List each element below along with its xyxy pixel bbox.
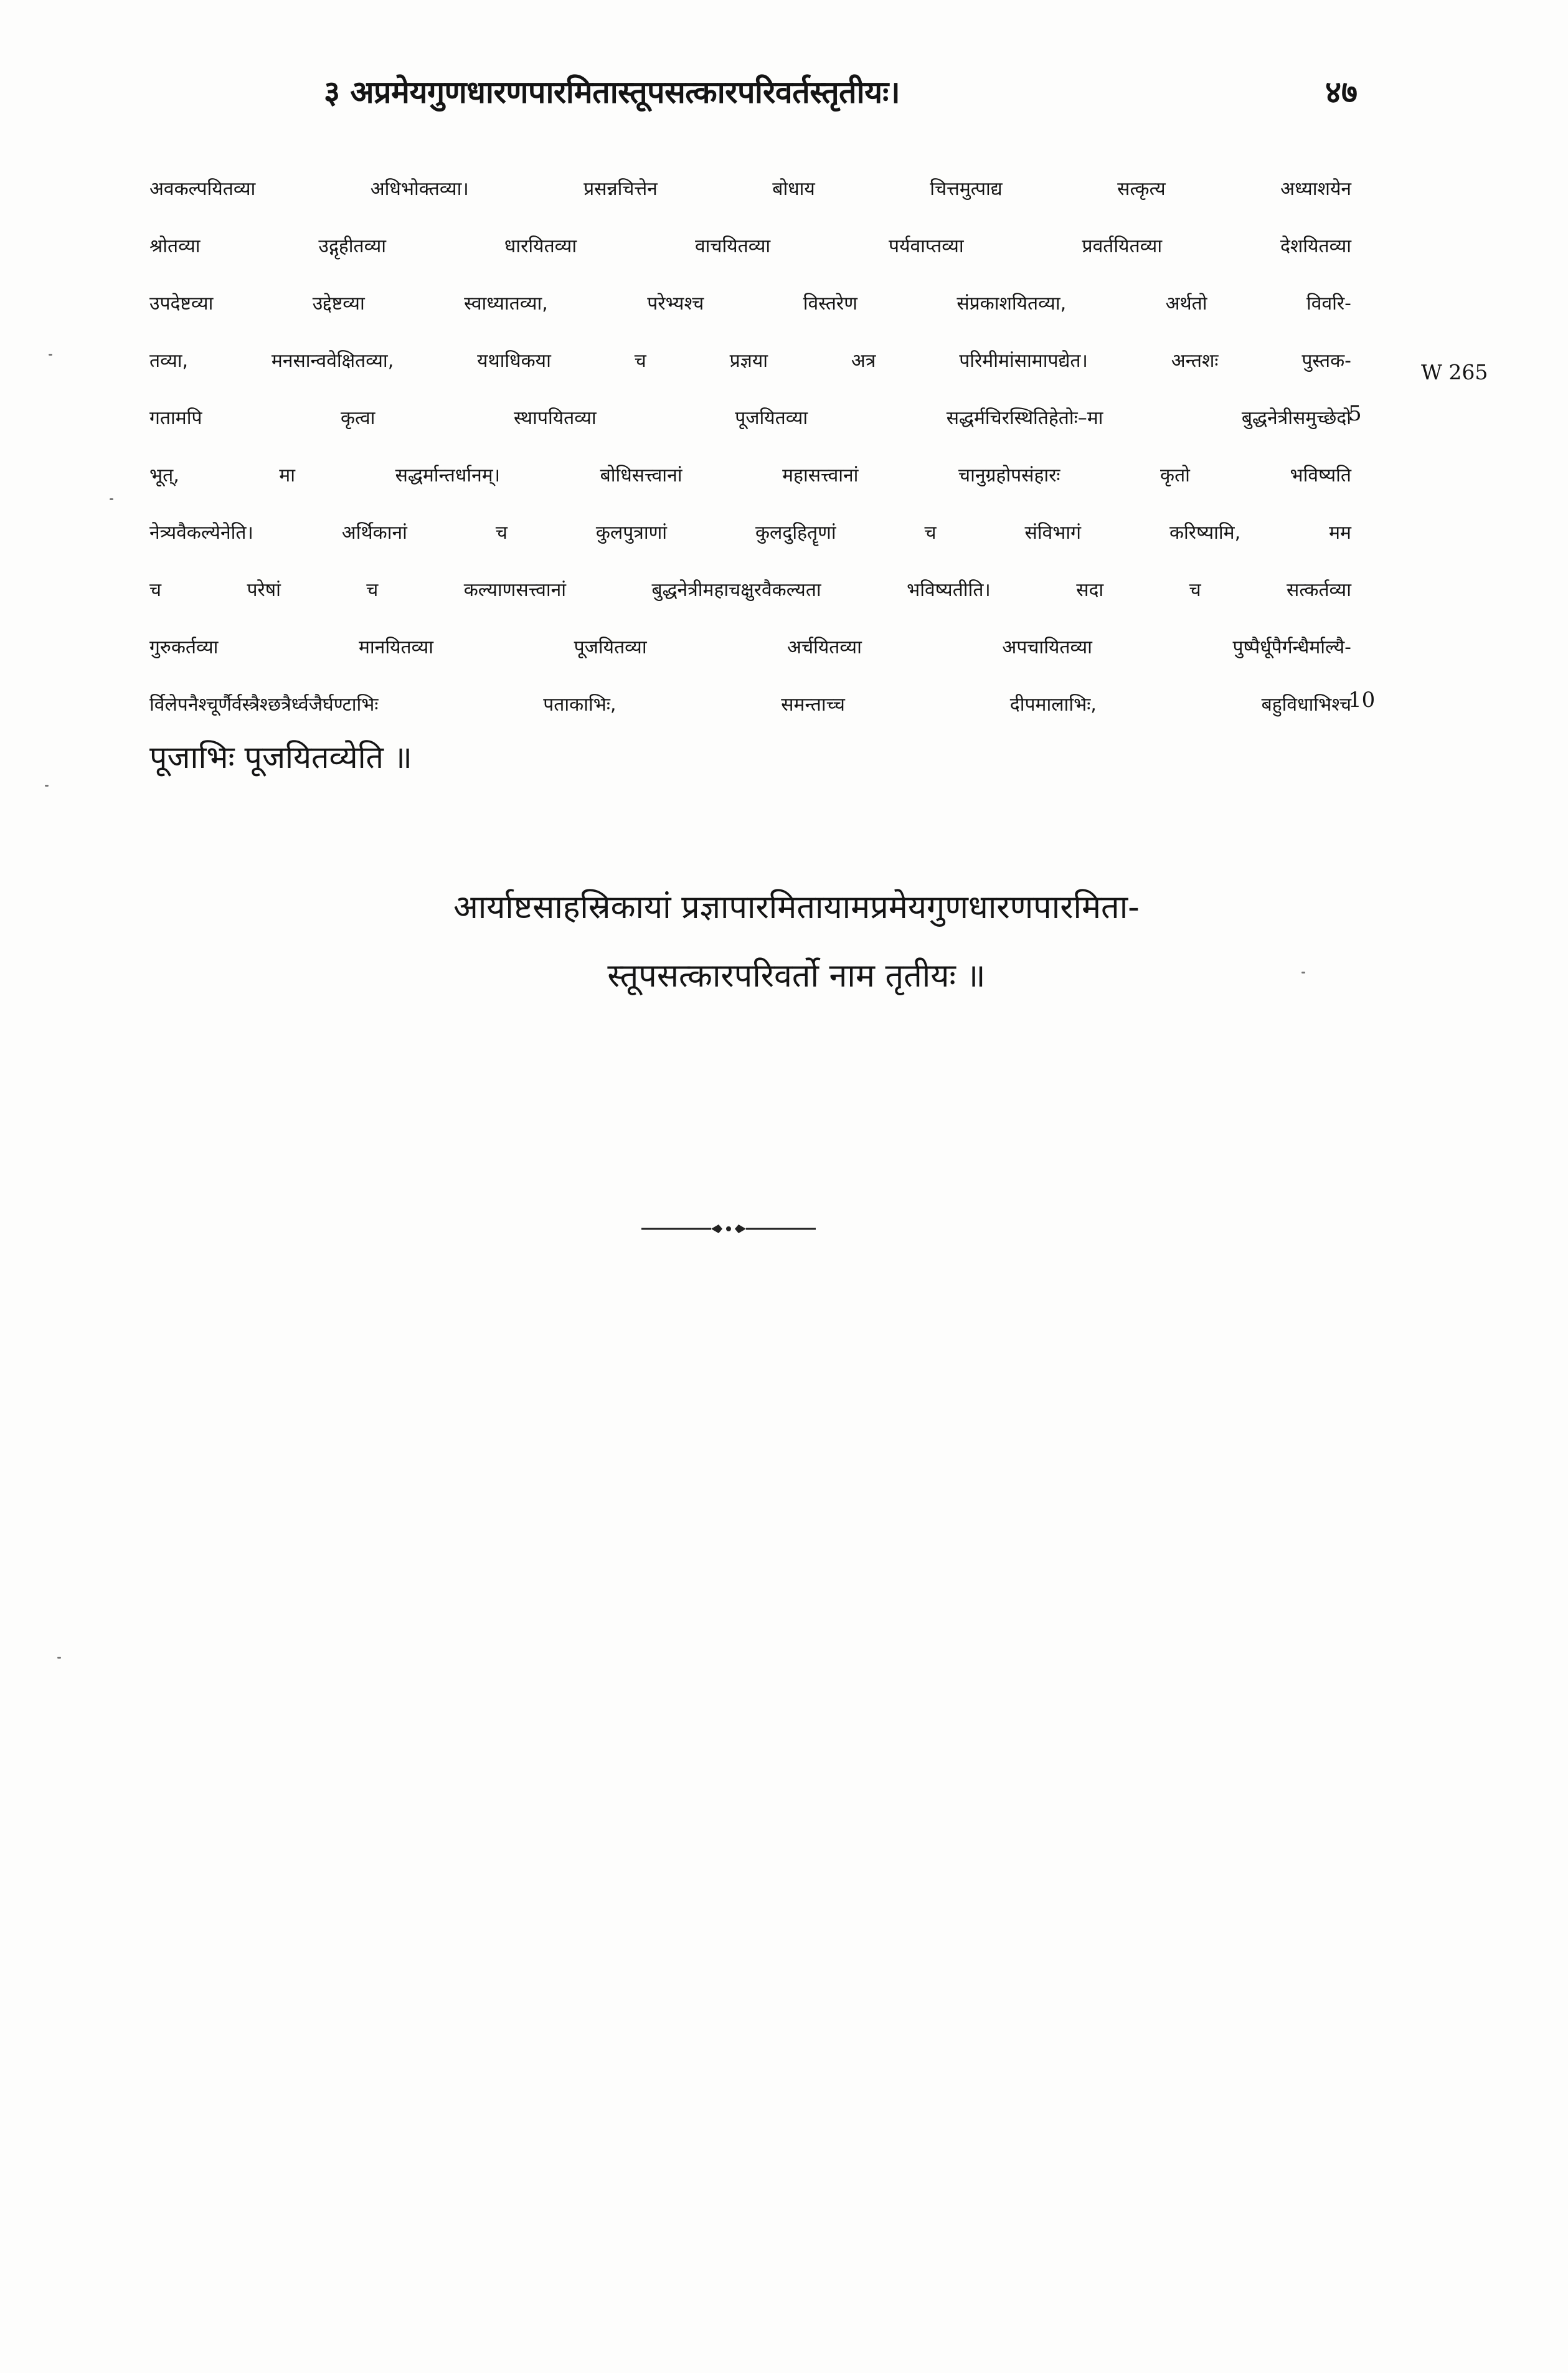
scan-speck: [1301, 972, 1305, 973]
scan-speck: [49, 354, 52, 356]
line-text: नेत्र्यवैकल्येनेति। अर्थिकानां च कुलपुत्राणां कुलदुहितॄणां च संविभागं करिष्यामि, मम: [149, 522, 1351, 544]
margin-reference: W 265: [1421, 360, 1488, 384]
text-line: [149, 213, 1351, 270]
body-text: [149, 156, 1376, 786]
line-text: गुरुकर्तव्या मानयितव्या पूजयितव्या अर्चयितव्या अपचायितव्या पुष्पैर्धूपैर्गन्धैर्माल्यै-: [149, 637, 1351, 658]
section-end-ornament: [641, 1220, 816, 1238]
scan-speck: [57, 1657, 61, 1659]
scan-speck: [110, 498, 113, 500]
line-text: पूजाभिः पूजयितव्येति ॥: [149, 739, 412, 775]
line-number: 5: [1348, 401, 1362, 426]
scan-speck: [45, 785, 49, 787]
line-number: 10: [1348, 688, 1376, 713]
text-line: [149, 557, 1351, 614]
page-header: [324, 70, 1358, 126]
colophon-line: स्तूपसत्कारपरिवर्तो नाम तृतीयः ॥: [607, 957, 986, 995]
line-text: भूत्, मा सद्धर्मान्तर्धानम्। बोधिसत्त्वानां महासत्त्वानां चानुग्रहोपसंहारः कृतो भविष्यति: [149, 465, 1351, 486]
text-line: [149, 500, 1351, 557]
text-line: [149, 270, 1351, 328]
text-line: [149, 729, 1351, 786]
line-text: गतामपि कृत्वा स्थापयितव्या पूजयितव्या सद्धर्मचिरस्थितिहेतोः–मा बुद्धनेत्रीसमुच्छेदो: [149, 407, 1351, 429]
line-text: च परेषां च कल्याणसत्त्वानां बुद्धनेत्रीमहाचक्षुरवैकल्यता भविष्यतीति। सदा च सत्कर्तव्या: [149, 579, 1351, 601]
text-line: [149, 385, 1362, 442]
line-text: र्विलेपनैश्चूर्णैर्वस्त्रैश्छत्रैर्ध्वजैर्घण्टाभिः पताकाभिः, समन्ताच्च दीपमालाभिः, बहुविधाभिश्च: [149, 694, 1351, 716]
line-text: तव्या, मनसान्ववेक्षितव्या, यथाधिकया च प्रज्ञया अत्र परिमीमांसामापद्येत। अन्तशः पुस्तक-: [149, 350, 1351, 372]
text-line: [149, 442, 1351, 500]
text-line: [149, 156, 1351, 213]
running-head: ३ अप्रमेयगुणधारणपारमितास्तूपसत्कारपरिवर्तस्तृतीयः।: [324, 74, 900, 110]
colophon-line: आर्याष्टसाहस्रिकायां प्रज्ञापारमितायामप्रमेयगुणधारणपारमिता-: [453, 889, 1140, 926]
line-text: अवकल्पयितव्या अधिभोक्तव्या। प्रसन्नचित्तेन बोधाय चित्तमुत्पाद्य सत्कृत्य अध्याशयेन: [149, 178, 1351, 200]
line-text: उपदेष्टव्या उद्देष्टव्या स्वाध्यातव्या, परेभ्यश्च विस्तरेण संप्रकाशयितव्या, अर्थतो विवरि-: [149, 293, 1351, 315]
text-line: [149, 328, 1351, 385]
text-line: [149, 614, 1351, 671]
text-line: [149, 671, 1376, 729]
page-number: ४७: [1325, 74, 1358, 110]
chapter-colophon: [0, 873, 1568, 1010]
line-text: श्रोतव्या उद्गृहीतव्या धारयितव्या वाचयितव्या पर्यवाप्तव्या प्रवर्तयितव्या देशयितव्या: [149, 235, 1351, 257]
